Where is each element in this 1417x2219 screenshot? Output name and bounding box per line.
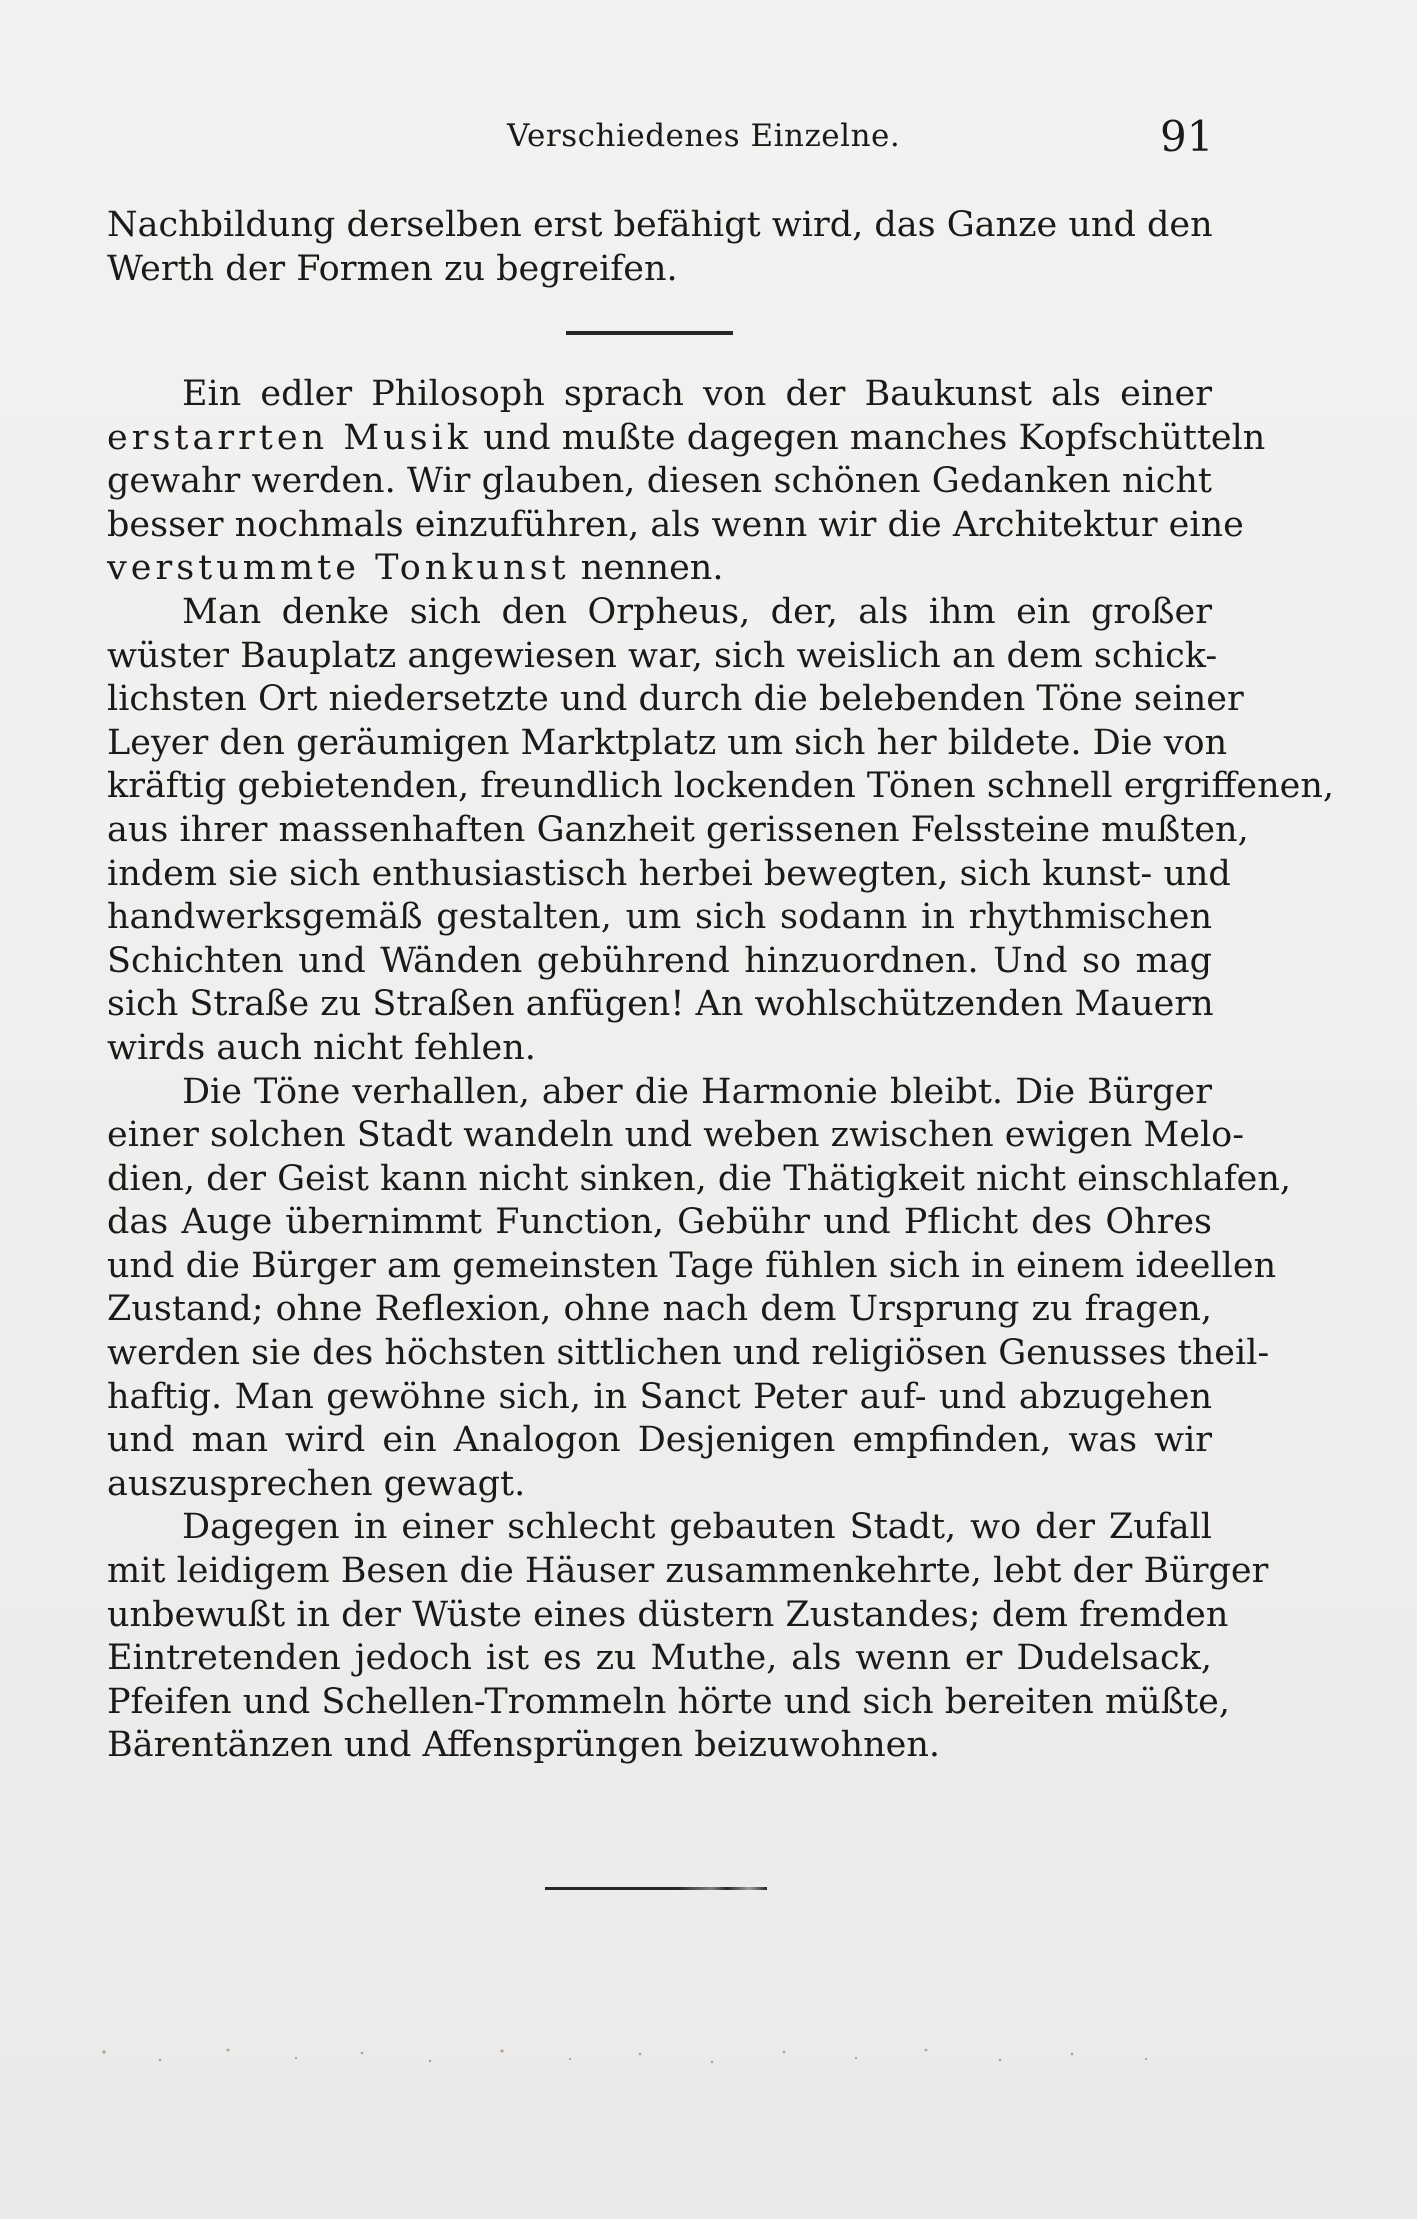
text-line: Eintretenden jedoch ist es zu Muthe, als wenn er Dudelsack, — [107, 1638, 1212, 1679]
section-divider — [566, 331, 733, 335]
text-line: und man wird ein Analogon Desjenigen empfinden, was wir — [107, 1420, 1212, 1461]
text-line: auszusprechen gewagt. — [107, 1463, 526, 1504]
text-line: Dagegen in einer schlecht gebauten Stadt, wo der Zufall — [182, 1507, 1212, 1548]
text-line: besser nochmals einzuführen, als wenn wir die Architektur eine — [107, 504, 1244, 545]
text-line: lichsten Ort niedersetzte und durch die belebenden Töne seiner — [107, 679, 1244, 720]
text-line: Werth der Formen zu begreifen. — [107, 248, 678, 289]
paragraph-continuation — [107, 204, 1212, 291]
page-number: 91 — [1160, 112, 1214, 161]
spaced-emphasis: verstummte Tonkunst — [107, 548, 570, 589]
text-line: aus ihrer massenhaften Ganzheit gerissenen Felssteine mußten, — [107, 809, 1249, 850]
text-line: das Auge übernimmt Function, Gebühr und Pflicht des Ohres — [107, 1202, 1212, 1243]
text-line: werden sie des höchsten sittlichen und religiösen Genusses theil- — [107, 1333, 1270, 1374]
text-line — [107, 417, 1266, 461]
text-line: Ein edler Philosoph sprach von der Baukunst als einer — [182, 374, 1212, 414]
body-text — [107, 373, 1334, 1768]
text-line: Leyer den geräumigen Marktplatz um sich her bildete. Die von — [107, 722, 1228, 763]
text-line: sich Straße zu Straßen anfügen! An wohlschützenden Mauern — [107, 984, 1214, 1025]
text-line: indem sie sich enthusiastisch herbei bewegten, sich kunst- und — [107, 853, 1231, 894]
text-line: haftig. Man gewöhne sich, in Sanct Peter auf- und abzugehen — [107, 1376, 1212, 1417]
text-line: dien, der Geist kann nicht sinken, die Thätigkeit nicht einschlafen, — [107, 1158, 1292, 1199]
text-line-rest: nennen. — [569, 548, 724, 589]
text-line: und die Bürger am gemeinsten Tage fühlen sich in einem ideellen — [107, 1245, 1277, 1286]
spaced-emphasis: erstarrten Musik — [107, 417, 472, 458]
text-line — [107, 547, 1212, 591]
text-line: kräftig gebietenden, freundlich lockenden Tönen schnell ergriffenen, — [107, 766, 1334, 807]
running-head: Verschiedenes Einzelne. — [507, 118, 901, 154]
end-ornament-rule — [545, 1887, 767, 1890]
text-line: Die Töne verhallen, aber die Harmonie bleibt. Die Bürger — [182, 1071, 1212, 1112]
text-line: einer solchen Stadt wandeln und weben zwischen ewigen Melo- — [107, 1115, 1245, 1156]
text-line: wirds auch nicht fehlen. — [107, 1027, 536, 1068]
text-line: handwerksgemäß gestalten, um sich sodann in rhythmischen — [107, 897, 1212, 938]
text-line: Zustand; ohne Reflexion, ohne nach dem Ursprung zu fragen, — [107, 1289, 1212, 1330]
text-line: gewahr werden. Wir glauben, diesen schönen Gedanken nicht — [107, 461, 1212, 502]
text-line: Pfeifen und Schellen-Trommeln hörte und sich bereiten müßte, — [107, 1681, 1231, 1722]
text-line: unbewußt in der Wüste eines düstern Zustandes; dem fremden — [107, 1594, 1229, 1635]
text-line: Bärentänzen und Affensprüngen beizuwohnen. — [107, 1725, 941, 1766]
paper-specks — [100, 2040, 1200, 2070]
text-line-rest: und mußte dagegen manches Kopfschütteln — [472, 417, 1266, 458]
text-line: Nachbildung derselben erst befähigt wird, das Ganze und den — [107, 205, 1213, 245]
text-line: wüster Bauplatz angewiesen war, sich weislich an dem schick- — [107, 635, 1218, 676]
text-line: Man denke sich den Orpheus, der, als ihm ein großer — [182, 591, 1212, 632]
text-line: Schichten und Wänden gebührend hinzuordnen. Und so mag — [107, 940, 1212, 981]
text-line: mit leidigem Besen die Häuser zusammenkehrte, lebt der Bürger — [107, 1551, 1269, 1592]
